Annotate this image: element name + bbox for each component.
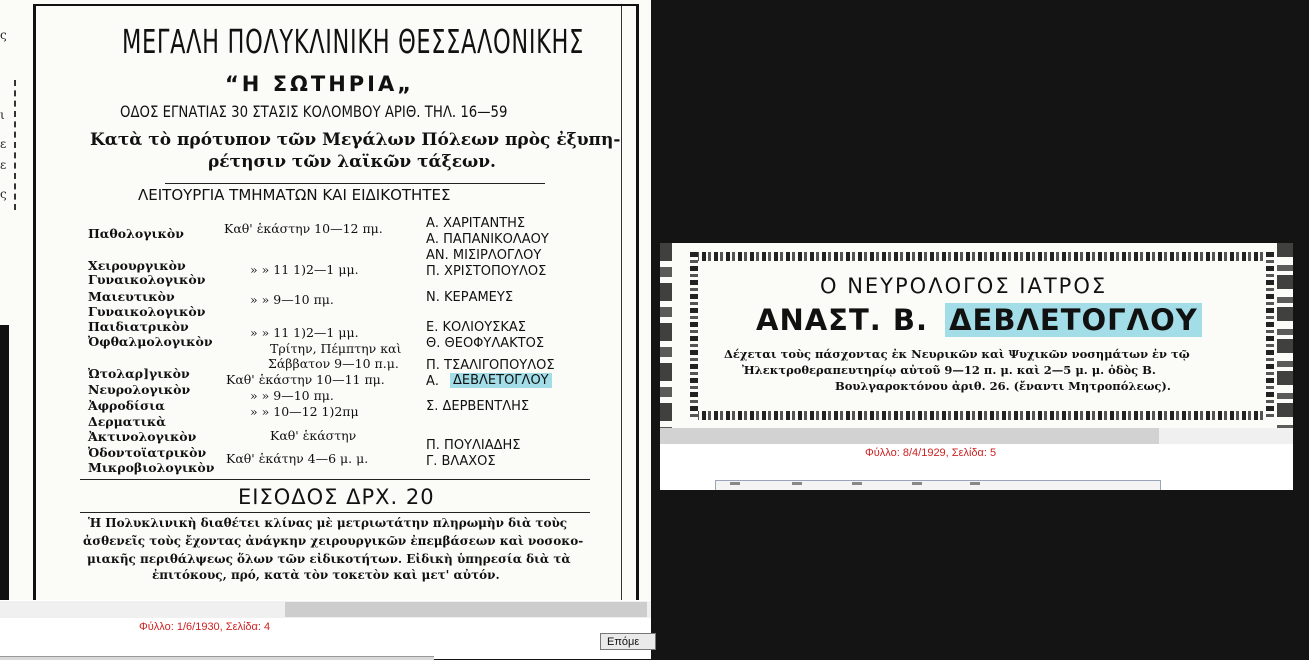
department-name: Δερματικὰ: [88, 414, 166, 429]
department-name: Μαιευτικὸν: [88, 289, 175, 304]
doctor-initial: Α.: [426, 374, 440, 389]
column-fragment: ς: [0, 187, 7, 201]
department-name: Παιδιατρικὸν: [88, 319, 189, 334]
clinic-title: ΜΕΓΑΛΗ ΠΟΛΥΚΛΙΝΙΚΗ ΘΕΣΣΑΛΟΝΙΚΗΣ: [122, 22, 584, 61]
doctor-name: Θ. ΘΕΟΦΥΛΑΚΤΟΣ: [426, 336, 545, 351]
name-prefix: ΑΝΑΣΤ. Β.: [756, 303, 928, 337]
scrollbar-thumb[interactable]: [660, 428, 1159, 444]
doctor-name: Ν. ΚΕΡΑΜΕΥΣ: [426, 290, 514, 305]
toolbar-mark: [912, 482, 922, 485]
highlighted-doctor-name: ΔΕΒΛΕΤΟΓΛΟΥ: [450, 373, 552, 388]
footer-line: Ἡ Πολυκλινικὴ διαθέτει κλίνας μὲ μετριωτάτην πληρωμὴν διὰ τοὺς: [88, 516, 568, 530]
department-hours: » » 9—10 πμ.: [250, 292, 334, 307]
doctor-name: Α. ΧΑΡΙΤΑΝΤΗΣ: [426, 216, 526, 231]
column-fragment: ι: [0, 108, 5, 122]
clinic-intro-line-1: Κατὰ τὸ πρότυπον τῶν Μεγάλων Πόλεων πρὸς ἐξυπη-: [90, 130, 621, 150]
department-hours: Καθ' ἑκάστην: [270, 428, 357, 443]
department-hours: Τρίτην, Πέμπτην καὶ: [270, 341, 402, 356]
department-hours: » » 11 1)2—1 μμ.: [250, 262, 359, 277]
footer-line: μιακῆς περιθάλψεως ὅλων τῶν εἰδικοτήτων. Εἰδικὴ ὑπηρεσία διὰ τὰ: [87, 552, 571, 566]
department-name: Ἀκτινολογικὸν: [88, 429, 197, 444]
entrance-rule: [80, 479, 590, 480]
clinic-address: ΟΔΟΣ ΕΓΝΑΤΙΑΣ 30 ΣΤΑΣΙΣ ΚΟΛΟΜΒΟΥ ΑΡΙΘ. ΤΗΛ. 16—59: [120, 102, 508, 121]
clinic-subtitle: “Η ΣΩΤΗΡΙΑ„: [225, 72, 415, 96]
neurologist-name: [756, 303, 1202, 337]
section-rule: [165, 183, 545, 184]
left-page-caption: Φύλλο: 1/6/1930, Σελίδα: 4: [139, 621, 271, 633]
highlighted-surname: ΔΕΒΛΕΤΟΓΛΟΥ: [945, 303, 1202, 337]
department-hours: » » 11 1)2—1 μμ.: [250, 325, 359, 340]
department-name: Ὠτολαρ]γικὸν: [88, 366, 190, 381]
right-page-caption: Φύλλο: 8/4/1929, Σελίδα: 5: [865, 447, 997, 459]
right-scanned-page: [660, 243, 1293, 428]
footer-rule: [80, 512, 590, 513]
toolbar-mark: [730, 482, 740, 485]
department-hours: Καθ' ἑκάστην 10—11 πμ.: [226, 372, 385, 387]
scan-edge-shadow: [0, 325, 9, 600]
department-name: Μικροβιολογικὸν: [88, 460, 215, 475]
entrance-fee: ΕΙΣΟΔΟΣ ΔΡΧ. 20: [238, 485, 435, 509]
right-bottom-toolbar: [715, 480, 1161, 490]
doctor-name: Π. ΠΟΥΛΙΑΔΗΣ: [426, 438, 521, 453]
column-fragment: ε: [0, 137, 7, 151]
doctor-name: Π. ΤΣΑΛΙΓΟΠΟΥΛΟΣ: [426, 358, 555, 373]
doctor-name: Γ. ΒΛΑΧΟΣ: [426, 454, 496, 469]
ad-border-top: [690, 252, 1270, 261]
neurologist-body-line: Βουλγαροκτόνου ἀριθ. 26. (ἔναντι Μητροπόλεως).: [835, 379, 1171, 393]
neurologist-body-line: Ἠλεκτροθεραπευτηρίῳ αὐτοῦ 9—12 π. μ. καὶ 2—5 μ. μ. ὁδὸς Β.: [742, 363, 1156, 377]
footer-line: ἐπιτόκους, πρό, κατὰ τὸν τοκετὸν καὶ μετ' αὐτόν.: [152, 568, 500, 582]
department-hours: » » 10—12 1)2πμ: [250, 404, 359, 419]
column-fragment: ε: [0, 158, 7, 172]
frame-inner-line: [621, 6, 622, 600]
neurologist-heading: Ο ΝΕΥΡΟΛΟΓΟΣ ΙΑΤΡΟΣ: [820, 274, 1108, 298]
department-name: Χειρουργικὸν: [88, 258, 186, 273]
doctor-name: Σ. ΔΕΡΒΕΝΤΛΗΣ: [426, 399, 530, 414]
doctor-name: Π. ΧΡΙΣΤΟΠΟΥΛΟΣ: [426, 264, 547, 279]
department-hours: » » 9—10 πμ.: [250, 388, 334, 403]
page-edge-ornament: [1277, 243, 1293, 428]
neurologist-body-line: Δέχεται τοὺς πάσχοντας ἐκ Νευρικῶν καὶ Ψυχικῶν νοσημάτων ἐν τῷ: [724, 347, 1190, 361]
toolbar-mark: [852, 482, 862, 485]
department-name: Παθολογικὸν: [88, 226, 184, 241]
department-name: Ὀδοντοϊατρικὸν: [88, 445, 207, 460]
left-bottom-toolbar: [0, 656, 434, 660]
column-fragment: ς: [0, 28, 7, 42]
department-name: Γυναικολογικὸν: [88, 272, 206, 287]
right-newspaper-viewer[interactable]: [660, 243, 1293, 490]
toolbar-mark: [792, 482, 802, 485]
doctor-name: Ε. ΚΟΛΙΟΥΣΚΑΣ: [426, 320, 526, 335]
section-heading: ΛΕΙΤΟΥΡΓΙΑ ΤΜΗΜΑΤΩΝ ΚΑΙ ΕΙΔΙΚΟΤΗΤΕΣ: [138, 186, 451, 204]
department-hours: Καθ' ἑκάστην 10—12 πμ.: [224, 221, 383, 236]
department-name: Ἀφροδίσια: [88, 398, 165, 413]
left-scanned-page: [0, 0, 651, 600]
ad-border-right: [1266, 252, 1274, 420]
next-page-button[interactable]: Επόμε: [600, 633, 656, 650]
footer-line: ἀσθενεῖς τοὺς ἔχοντας ἀνάγκην χειρουργικῶν ἐπεμβάσεων καὶ νοσοκο-: [83, 534, 584, 548]
doctor-name: Α. ΠΑΠΑΝΙΚΟΛΑΟΥ: [426, 232, 549, 247]
department-name: Ὀφθαλμολογικὸν: [88, 334, 213, 349]
department-hours: Σάββατον 9—10 π.μ.: [268, 356, 399, 371]
clinic-intro-line-2: ρέτησιν τῶν λαϊκῶν τάξεων.: [208, 152, 496, 172]
ad-border-bottom: [690, 411, 1270, 420]
scrollbar-thumb[interactable]: [285, 602, 647, 617]
department-name: Νευρολογικὸν: [88, 382, 191, 397]
doctor-name: ΑΝ. ΜΙΣΙΡΛΟΓΛΟΥ: [426, 248, 542, 263]
department-name: Γυναικολογικὸν: [88, 304, 206, 319]
department-hours: Καθ' ἑκάτην 4—6 μ. μ.: [226, 451, 369, 466]
left-horizontal-scrollbar[interactable]: [0, 601, 651, 618]
page-edge-ornament: [660, 243, 672, 428]
ad-border-left: [690, 252, 698, 420]
column-divider: [14, 80, 16, 210]
left-newspaper-viewer[interactable]: [0, 0, 651, 659]
right-horizontal-scrollbar[interactable]: [660, 428, 1293, 444]
toolbar-mark: [970, 482, 980, 485]
